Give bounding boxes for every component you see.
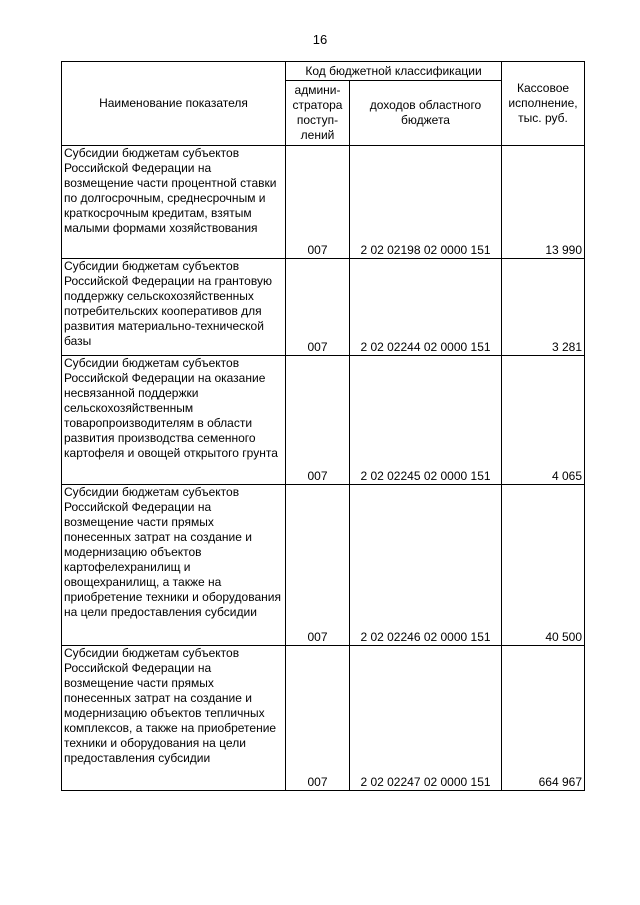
row-amount: 13 990 (502, 146, 585, 259)
row-name: Субсидии бюджетам субъектов Российской Федерации на возмещение части прямых понесенных затрат на создание и модернизацию объектов картофелехранилищ и овощехранилищ, а также на приобретение техники и оборудования на цели предоставления субсидии (62, 485, 286, 646)
table-row (62, 356, 585, 485)
header-income: доходов областного бюджета (350, 81, 502, 146)
row-admin-code: 007 (286, 356, 350, 485)
header-code-group: Код бюджетной классификации (286, 62, 502, 81)
row-admin-code: 007 (286, 646, 350, 791)
row-name: Субсидии бюджетам субъектов Российской Федерации на возмещение части процентной ставки по долгосрочным, среднесрочным и краткосрочным кредитам, взятым малыми формами хозяйствования (62, 146, 286, 259)
page-number: 16 (312, 32, 328, 47)
header-name: Наименование показателя (62, 62, 286, 146)
row-income-code: 2 02 02246 02 0000 151 (350, 485, 502, 646)
row-name: Субсидии бюджетам субъектов Российской Федерации на возмещение части прямых понесенных затрат на создание и модернизацию объектов тепличных комплексов, а также на приобретение техники и оборудования на цели предоставления субсидии (62, 646, 286, 791)
row-amount: 4 065 (502, 356, 585, 485)
row-income-code: 2 02 02244 02 0000 151 (350, 259, 502, 356)
row-amount: 3 281 (502, 259, 585, 356)
header-amount: Кассовое исполнение, тыс. руб. (502, 62, 585, 146)
row-admin-code: 007 (286, 146, 350, 259)
budget-table (61, 61, 585, 791)
row-income-code: 2 02 02247 02 0000 151 (350, 646, 502, 791)
row-amount: 664 967 (502, 646, 585, 791)
row-income-code: 2 02 02198 02 0000 151 (350, 146, 502, 259)
row-admin-code: 007 (286, 485, 350, 646)
table-row (62, 259, 585, 356)
table-row (62, 485, 585, 646)
table-row (62, 646, 585, 791)
row-amount: 40 500 (502, 485, 585, 646)
row-name: Субсидии бюджетам субъектов Российской Федерации на оказание несвязанной поддержки сельскохозяйственным товаропроизводителям в области развития производства семенного картофеля и овощей открытого грунта (62, 356, 286, 485)
table-row (62, 146, 585, 259)
row-name: Субсидии бюджетам субъектов Российской Федерации на грантовую поддержку сельскохозяйственных потребительских кооперативов для развития материально-технической базы (62, 259, 286, 356)
header-admin: админи-стратора поступ-лений (286, 81, 350, 146)
row-income-code: 2 02 02245 02 0000 151 (350, 356, 502, 485)
row-admin-code: 007 (286, 259, 350, 356)
